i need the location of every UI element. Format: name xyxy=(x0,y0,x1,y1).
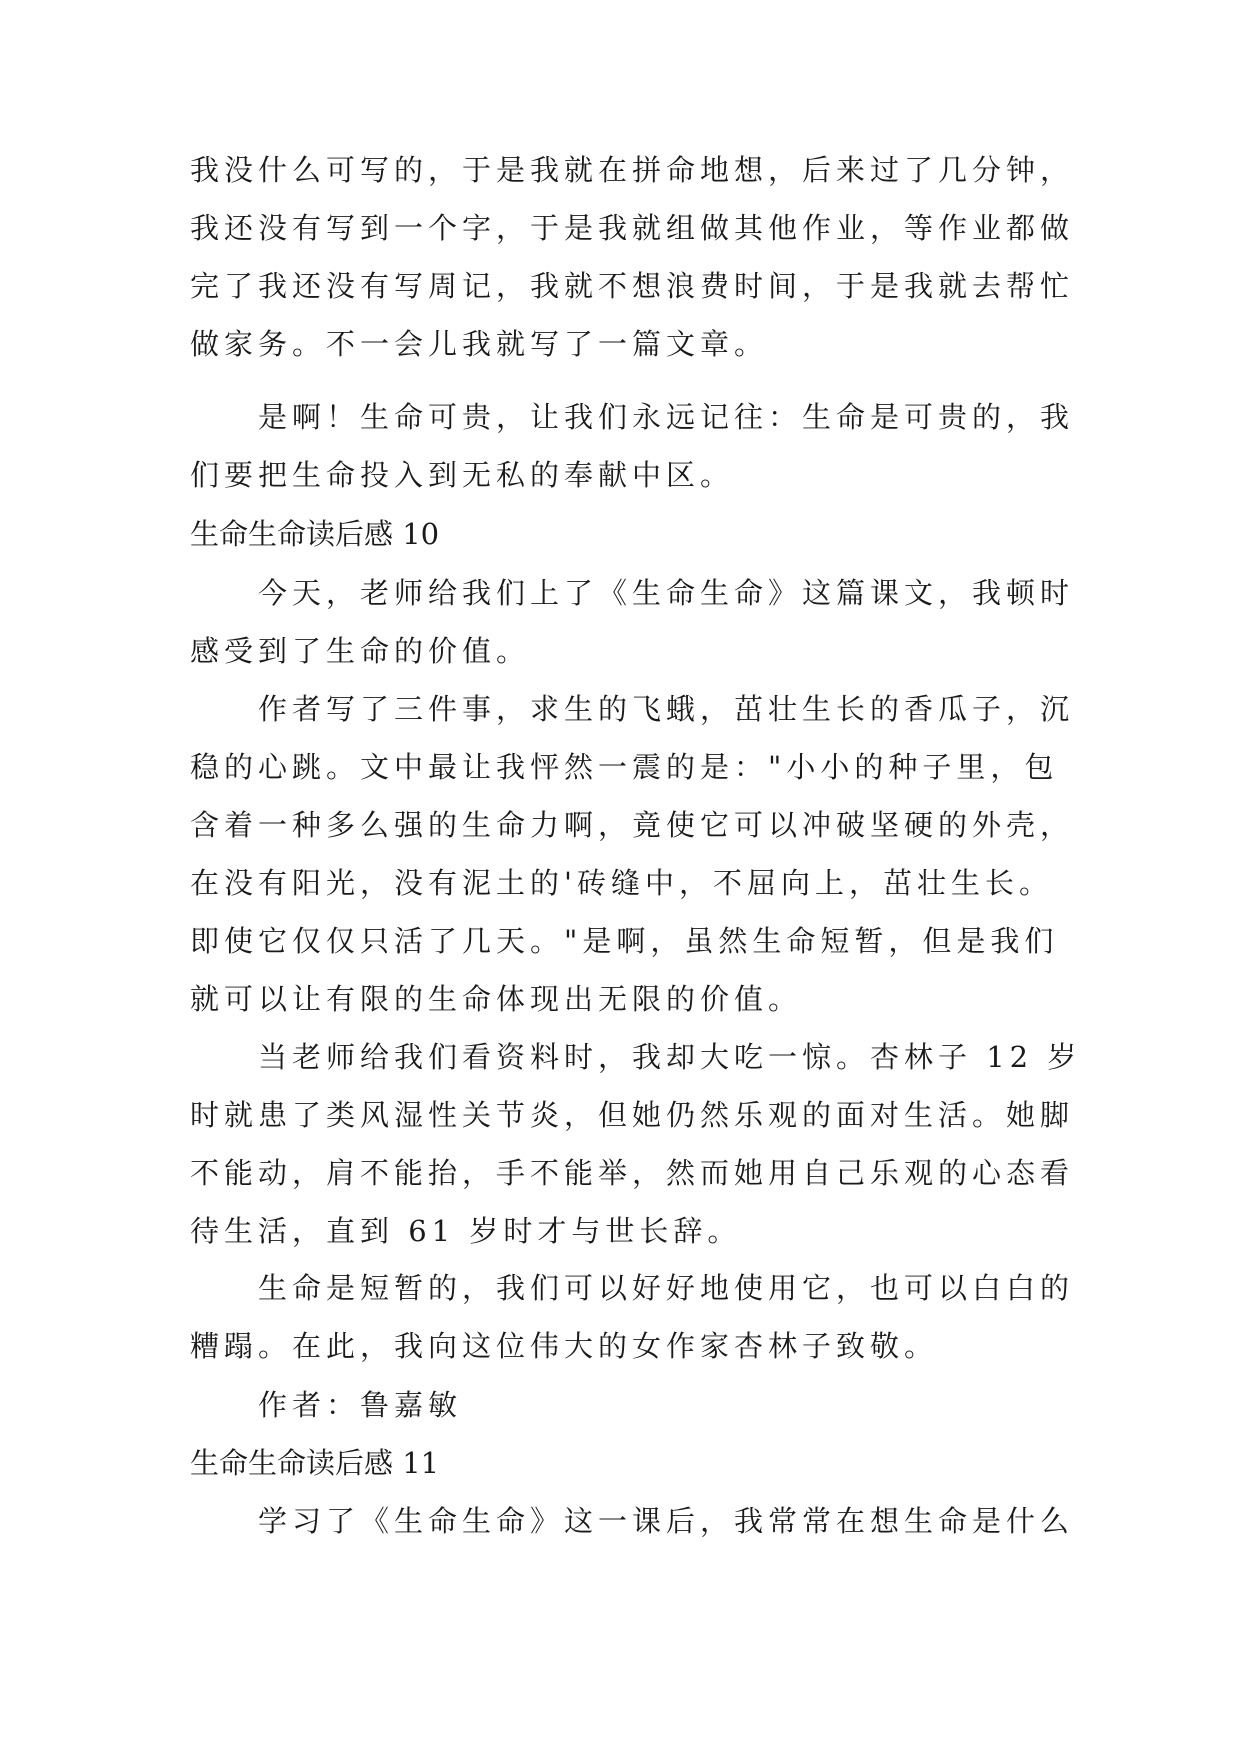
text-line: 做家务。不一会儿我就写了一篇文章。 xyxy=(190,327,769,361)
section-heading: 生命生命读后感 10 xyxy=(190,517,440,551)
text-line: 就可以让有限的生命体现出无限的价值。 xyxy=(190,982,803,1016)
text-line: 不能动，肩不能抬，手不能举，然而她用自己乐观的心态看 xyxy=(190,1156,1075,1190)
paragraph-start-line: 学习了《生命生命》这一课后，我常常在想生命是什么 xyxy=(258,1504,1075,1538)
paragraph-start-line: 是啊！生命可贵，让我们永远记往：生命是可贵的，我 xyxy=(258,400,1075,434)
text-line: 感受到了生命的价值。 xyxy=(190,634,531,668)
text-line: 时就患了类风湿性关节炎，但她仍然乐观的面对生活。她脚 xyxy=(190,1098,1075,1132)
text-line: 待生活，直到 61 岁时才与世长辞。 xyxy=(190,1214,742,1248)
text-line: 们要把生命投入到无私的奉献中区。 xyxy=(190,458,735,492)
section-heading: 生命生命读后感 11 xyxy=(190,1446,440,1480)
text-line: 糟蹋。在此，我向这位伟大的女作家杏林子致敬。 xyxy=(190,1329,939,1363)
paragraph-start-line: 当老师给我们看资料时，我却大吃一惊。杏林子 12 岁 xyxy=(258,1040,1082,1074)
author-line: 作者：鲁嘉敏 xyxy=(258,1388,463,1422)
paragraph-start-line: 今天，老师给我们上了《生命生命》这篇课文，我顿时 xyxy=(258,576,1075,610)
paragraph-start-line: 作者写了三件事，求生的飞蛾，茁壮生长的香瓜子，沉 xyxy=(258,692,1075,726)
text-line: 稳的心跳。文中最让我怦然一震的是："小小的种子里，包 xyxy=(190,750,1059,784)
paragraph-start-line: 生命是短暂的，我们可以好好地使用它，也可以白白的 xyxy=(258,1271,1075,1305)
text-line: 我还没有写到一个字，于是我就组做其他作业，等作业都做 xyxy=(190,211,1075,245)
text-line: 完了我还没有写周记，我就不想浪费时间，于是我就去帮忙 xyxy=(190,269,1075,303)
text-line: 在没有阳光，没有泥土的'砖缝中，不屈向上，茁壮生长。 xyxy=(190,866,1053,900)
text-line: 含着一种多么强的生命力啊，竟使它可以冲破坚硬的外壳， xyxy=(190,808,1075,842)
text-line: 即使它仅仅只活了几天。"是啊，虽然生命短暂，但是我们 xyxy=(190,924,1059,958)
text-line: 我没什么可写的，于是我就在拼命地想，后来过了几分钟， xyxy=(190,153,1075,187)
